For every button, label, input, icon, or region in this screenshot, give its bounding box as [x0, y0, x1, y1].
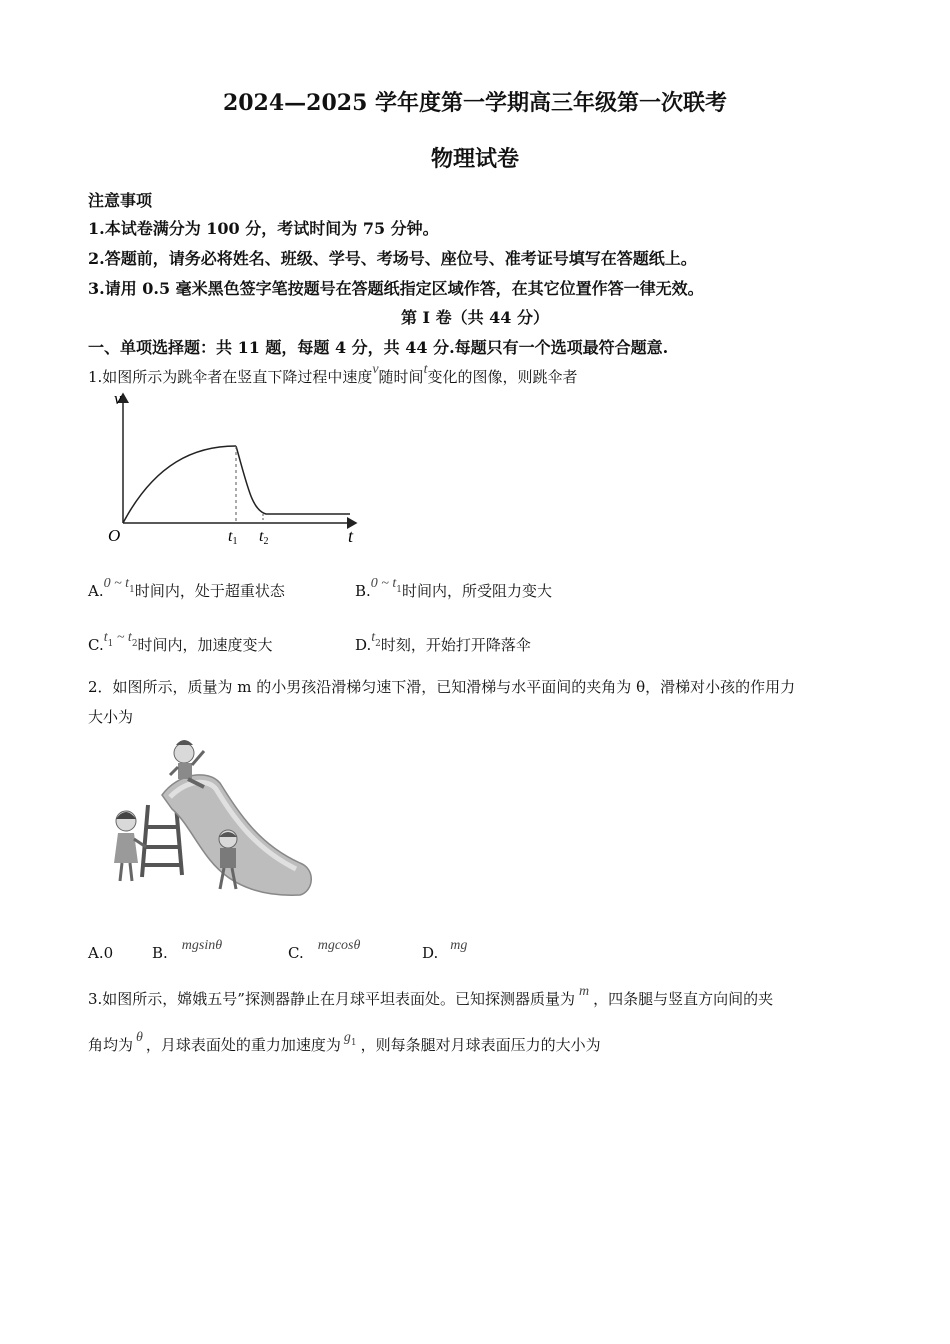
option-a: A.0: [88, 944, 114, 962]
t1-label: t1: [228, 528, 238, 547]
option-a: A.0 ~ $t^1$时间内，处于超重状态: [88, 576, 285, 600]
notice-heading: 注意事项: [88, 191, 153, 210]
question-1-stem: 1.如图所示为跳伞者在竖直下降过程中速度v随时间t变化的图像，则跳伞者: [88, 362, 578, 386]
slide-body: [162, 775, 311, 895]
decelerating-curve: [236, 446, 350, 514]
slide-illustration: [100, 735, 322, 903]
notice-item: 1.本试卷满分为 100 分，考试时间为 75 分钟。: [88, 219, 439, 238]
notice-item: 3.请用 0.5 毫米黑色签字笔按题号在答题纸指定区域作答，在其它位置作答一律无效。: [88, 279, 704, 298]
boy-standing-icon: [219, 830, 237, 889]
option-d: D. mg: [422, 938, 468, 962]
option-b: B.0 ~ $t^1$时间内，所受阻力变大: [355, 576, 553, 600]
origin-label: O: [108, 526, 121, 545]
t2-label: t2: [259, 528, 269, 547]
section-heading: 一、单项选择题：共 11 题，每题 4 分，共 44 分.每题只有一个选项最符合题意.: [88, 338, 669, 357]
notice-item: 2.答题前，请务必将姓名、班级、学号、考场号、座位号、准考证号填写在答题纸上。: [88, 249, 697, 268]
option-c: C. mgcosθ: [288, 938, 361, 962]
y-axis-label: v: [114, 389, 122, 408]
page-subtitle: 物理试卷: [430, 146, 519, 172]
part-heading: 第 I 卷（共 44 分）: [400, 308, 550, 327]
question-3-stem-cont: 角均为 θ ，月球表面处的重力加速度为 $g^1$ ，则每条腿对月球表面压力的大小为: [88, 1030, 601, 1054]
velocity-time-graph: [100, 388, 370, 553]
x-axis-label: t: [348, 526, 354, 546]
option-b: B. mgsinθ: [152, 938, 223, 962]
question-3-stem: 3.如图所示，嫦娥五号”探测器静止在月球平坦表面处。已知探测器质量为 m ，四条腿与竖直方向间的夹: [88, 984, 774, 1008]
option-c: $C.t^1$ ~ $t^2$时间内，加速度变大: [88, 630, 273, 654]
question-2-stem: 2．如图所示，质量为 m 的小男孩沿滑梯匀速下滑，已知滑梯与水平面间的夹角为 θ，滑梯对小孩的作用力: [88, 678, 796, 696]
ladder-icon: [142, 805, 182, 877]
page-title: 2024—2025 学年度第一学期高三年级第一次联考: [222, 90, 728, 116]
accelerating-curve: [123, 446, 236, 523]
question-2-stem-cont: 大小为: [88, 708, 134, 726]
option-d: $D.t^2$时刻，开始打开降落伞: [355, 630, 531, 654]
